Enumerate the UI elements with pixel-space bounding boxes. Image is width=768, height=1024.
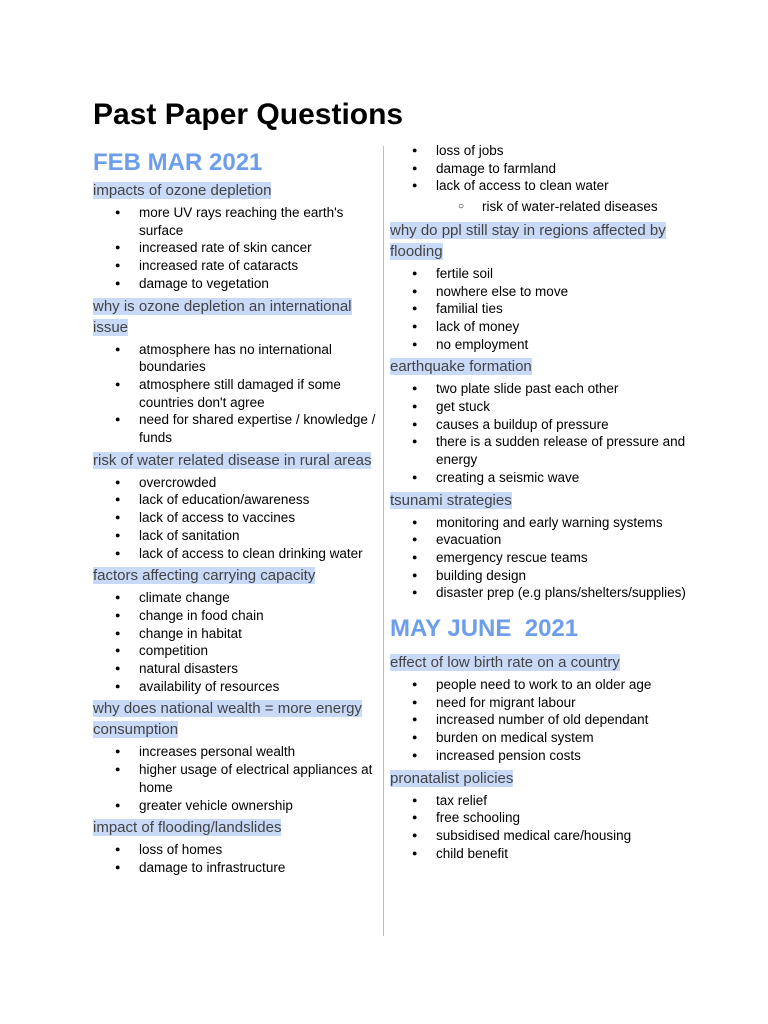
list-item: ○ risk of water-related diseases — [390, 198, 690, 216]
list-item: ● increased rate of skin cancer — [93, 239, 378, 257]
right-column — [390, 142, 690, 865]
list-item: ● lack of access to clean drinking water — [93, 545, 378, 563]
question-heading — [93, 180, 378, 201]
list-item: ● damage to farmland — [390, 160, 690, 178]
list-item: ● climate change — [93, 589, 378, 607]
list-item: ● greater vehicle ownership — [93, 797, 378, 815]
question-heading-text: impact of flooding/landslides — [93, 819, 282, 837]
answer-list — [93, 841, 378, 876]
question-heading-text: why do ppl still stay in regions affected by flooding — [390, 221, 666, 260]
list-item: ● more UV rays reaching the earth's surface — [93, 204, 378, 239]
question-heading-text: tsunami strategies — [390, 491, 512, 509]
question-heading — [93, 565, 378, 586]
list-item: ● change in food chain — [93, 607, 378, 625]
question-heading — [93, 450, 378, 471]
column-divider — [383, 146, 384, 936]
answer-list — [390, 792, 690, 863]
question-block — [390, 490, 690, 603]
answer-list — [390, 676, 690, 765]
question-heading — [93, 296, 378, 338]
question-heading-text: earthquake formation — [390, 358, 532, 376]
section-heading-feb-mar-2021: FEB MAR 2021 — [93, 149, 263, 176]
list-item: ● two plate slide past each other — [390, 380, 690, 398]
list-item: ● nowhere else to move — [390, 283, 690, 301]
answer-list — [93, 474, 378, 563]
answer-list — [390, 265, 690, 354]
list-item: ● lack of access to clean water — [390, 177, 690, 195]
list-item: ● loss of homes — [93, 841, 378, 859]
question-heading — [390, 220, 690, 262]
question-block — [93, 296, 378, 447]
question-block — [93, 817, 378, 876]
list-item: ● evacuation — [390, 531, 690, 549]
answer-list — [93, 589, 378, 695]
answer-list — [390, 514, 690, 603]
list-item: ● building design — [390, 567, 690, 585]
question-heading-text: effect of low birth rate on a country — [390, 654, 620, 672]
answer-list — [93, 341, 378, 447]
list-item: ● availability of resources — [93, 678, 378, 696]
question-heading-text: why does national wealth = more energy consumption — [93, 700, 362, 739]
list-item: ● free schooling — [390, 809, 690, 827]
list-item: ● fertile soil — [390, 265, 690, 283]
answer-list — [93, 743, 378, 814]
list-item: ● disaster prep (e.g plans/shelters/supplies) — [390, 584, 690, 602]
page-title: Past Paper Questions — [93, 98, 404, 131]
list-item: ● lack of sanitation — [93, 527, 378, 545]
list-item: ● atmosphere has no international boundaries — [93, 341, 378, 376]
list-item: ● lack of education/awareness — [93, 491, 378, 509]
question-heading — [390, 356, 690, 377]
question-heading — [390, 490, 690, 511]
question-heading — [390, 768, 690, 789]
question-block — [390, 652, 690, 765]
list-item: ● damage to vegetation — [93, 275, 378, 293]
question-heading-text: impacts of ozone depletion — [93, 182, 272, 199]
list-item: ● change in habitat — [93, 625, 378, 643]
list-item: ● no employment — [390, 336, 690, 354]
continued-list — [390, 142, 690, 195]
list-item: ● increases personal wealth — [93, 743, 378, 761]
left-question-list — [93, 180, 378, 877]
question-heading — [93, 698, 378, 740]
list-item: ● need for migrant labour — [390, 694, 690, 712]
list-item: ● get stuck — [390, 398, 690, 416]
question-heading-text: factors affecting carrying capacity — [93, 567, 316, 585]
list-item: ● familial ties — [390, 300, 690, 318]
section-heading-may-june-2021: MAY JUNE 2021 — [390, 615, 579, 643]
list-item: ● there is a sudden release of pressure and energy — [390, 433, 690, 468]
list-item: ● causes a buildup of pressure — [390, 416, 690, 434]
question-block — [390, 220, 690, 354]
list-item: ● creating a seismic wave — [390, 469, 690, 487]
question-block — [390, 356, 690, 486]
list-item: ● lack of money — [390, 318, 690, 336]
list-item: ● child benefit — [390, 845, 690, 863]
question-block — [93, 180, 378, 293]
question-heading-text: why is ozone depletion an international issue — [93, 297, 352, 336]
list-item: ● atmosphere still damaged if some countries don't agree — [93, 376, 378, 411]
question-block — [93, 565, 378, 695]
question-heading-text: risk of water related disease in rural areas — [93, 451, 372, 469]
list-item: ● increased rate of cataracts — [93, 257, 378, 275]
right-question-list-2 — [390, 652, 690, 862]
list-item: ● loss of jobs — [390, 142, 690, 160]
list-item: ● people need to work to an older age — [390, 676, 690, 694]
list-item: ● need for shared expertise / knowledge / funds — [93, 411, 378, 446]
continued-sublist — [390, 198, 690, 216]
answer-list — [93, 204, 378, 293]
question-block — [93, 698, 378, 814]
question-block — [93, 450, 378, 563]
right-question-list-1 — [390, 220, 690, 602]
question-heading — [390, 652, 690, 673]
list-item: ● higher usage of electrical appliances at home — [93, 761, 378, 796]
question-heading-text: pronatalist policies — [390, 769, 514, 787]
list-item: ● increased pension costs — [390, 747, 690, 765]
list-item: ● damage to infrastructure — [93, 859, 378, 877]
list-item: ● subsidised medical care/housing — [390, 827, 690, 845]
list-item: ● emergency rescue teams — [390, 549, 690, 567]
left-column — [93, 146, 378, 880]
list-item: ● burden on medical system — [390, 729, 690, 747]
list-item: ● overcrowded — [93, 474, 378, 492]
question-heading — [93, 817, 378, 838]
list-item: ● competition — [93, 642, 378, 660]
list-item: ● monitoring and early warning systems — [390, 514, 690, 532]
answer-list — [390, 380, 690, 486]
list-item: ● lack of access to vaccines — [93, 509, 378, 527]
list-item: ● increased number of old dependant — [390, 711, 690, 729]
question-block — [390, 768, 690, 863]
list-item: ● tax relief — [390, 792, 690, 810]
list-item: ● natural disasters — [93, 660, 378, 678]
